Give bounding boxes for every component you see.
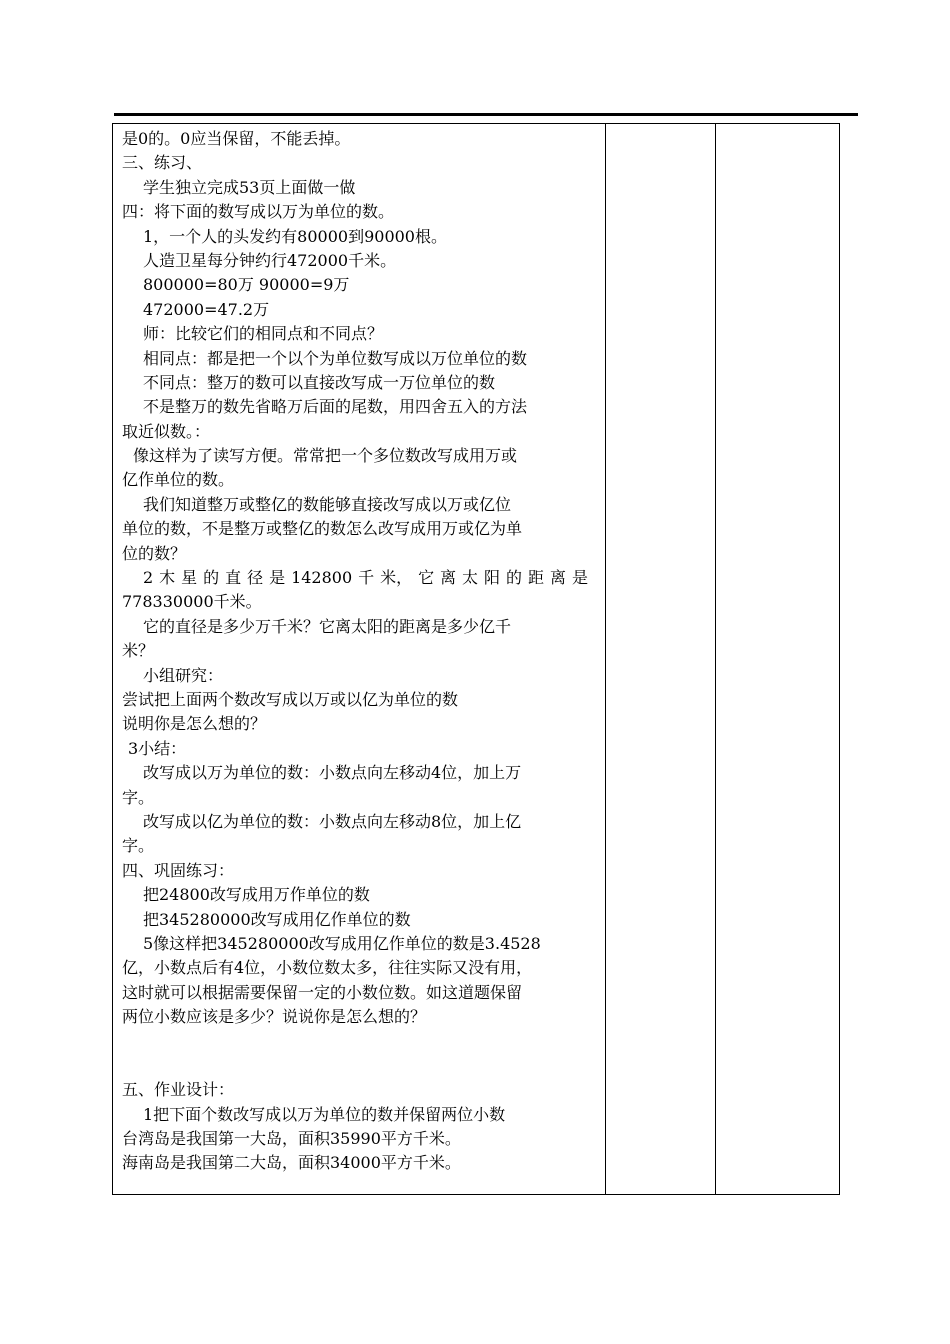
text-line: 这时就可以根据需要保留一定的小数位数。如这道题保留 xyxy=(122,982,523,1002)
text-fragment: 2 xyxy=(143,568,154,588)
text-line: 字。 xyxy=(122,787,155,807)
lesson-content-cell xyxy=(113,124,606,1195)
text-fragment: 离 xyxy=(549,568,566,588)
text-line: 台湾岛是我国第一大岛，面积35990平方千米。 xyxy=(122,1129,461,1149)
text-line: 800000=80万 90000=9万 xyxy=(143,275,350,295)
text-line: 单位的数，不是整万或整亿的数怎么改写成用万或亿为单 xyxy=(122,519,523,539)
text-line: 3小结： xyxy=(128,738,187,758)
section-heading: 四、巩固练习： xyxy=(122,860,235,880)
text-line: 师：比较它们的相同点和不同点？ xyxy=(143,324,384,344)
section-heading: 五、作业设计： xyxy=(122,1080,235,1100)
text-line: 改写成以亿为单位的数：小数点向左移动8位，加上亿 xyxy=(143,811,522,831)
text-line: 说明你是怎么想的？ xyxy=(122,714,267,734)
text-line: 两位小数应该是多少？说说你是怎么想的？ xyxy=(122,1007,427,1027)
text-line: 亿作单位的数。 xyxy=(122,470,235,490)
text-fragment: 的 xyxy=(506,568,523,588)
text-fragment: 距 xyxy=(528,568,545,588)
text-line: 学生独立完成53页上面做一做 xyxy=(143,177,356,197)
text-line: 不同点：整万的数可以直接改写成一万位单位的数 xyxy=(143,372,496,392)
text-line: 我们知道整万或整亿的数能够直接改写成以万或亿位 xyxy=(143,494,512,514)
text-line: 是0的。0应当保留，不能丢掉。 xyxy=(122,129,351,148)
header-rule xyxy=(114,113,858,116)
text-line: 像这样为了读写方便。常常把一个多位数改写成用万或 xyxy=(133,446,518,466)
text-fragment: 的 xyxy=(203,568,220,588)
text-line: 1，一个人的头发约有80000到90000根。 xyxy=(143,226,447,246)
text-line: 尝试把上面两个数改写成以万或以亿为单位的数 xyxy=(122,689,459,709)
text-line: 相同点：都是把一个以个为单位数写成以万位单位的数 xyxy=(143,348,528,368)
text-line: 米？ xyxy=(122,641,155,661)
empty-column-cell xyxy=(716,124,840,1195)
text-fragment: 米， xyxy=(380,568,413,588)
lesson-content xyxy=(113,124,605,1176)
text-line: 778330000千米。 xyxy=(122,592,262,612)
text-line: 5像这样把345280000改写成用亿作单位的数是3.4528 xyxy=(143,933,541,953)
text-line: 取近似数。： xyxy=(122,421,211,441)
text-fragment: 离 xyxy=(440,568,457,588)
text-fragment: 太 xyxy=(462,568,479,588)
text-line: 位的数？ xyxy=(122,543,187,563)
empty-column-cell xyxy=(606,124,716,1195)
text-fragment: 是 xyxy=(269,568,286,588)
text-line: 它的直径是多少万千米？它离太阳的距离是多少亿千 xyxy=(143,616,512,636)
lesson-plan-table xyxy=(112,123,840,1195)
text-line: 把345280000改写成用亿作单位的数 xyxy=(143,909,411,929)
text-fragment: 142800 xyxy=(291,568,353,588)
justified-text-line xyxy=(122,566,588,590)
text-line: 472000=47.2万 xyxy=(143,299,270,319)
text-line: 海南岛是我国第二大岛，面积34000平方千米。 xyxy=(122,1153,461,1173)
section-heading: 三、练习、 xyxy=(122,153,203,173)
text-fragment: 它 xyxy=(418,568,435,588)
blank-space xyxy=(122,1029,599,1078)
text-line: 小组研究： xyxy=(143,665,224,685)
text-fragment: 千 xyxy=(358,568,375,588)
text-line: 字。 xyxy=(122,836,155,856)
text-line: 亿，小数点后有4位，小数位数太多，往往实际又没有用， xyxy=(122,958,533,978)
text-fragment: 是 xyxy=(571,568,588,588)
text-fragment: 星 xyxy=(181,568,198,588)
text-fragment: 径 xyxy=(247,568,264,588)
text-fragment: 直 xyxy=(225,568,242,588)
text-fragment: 阳 xyxy=(484,568,501,588)
section-heading: 四：将下面的数写成以万为单位的数。 xyxy=(122,202,395,222)
text-line: 不是整万的数先省略万后面的尾数，用四舍五入的方法 xyxy=(143,397,528,417)
text-line: 人造卫星每分钟约行472000千米。 xyxy=(143,250,397,270)
text-fragment: 木 xyxy=(159,568,176,588)
text-line: 改写成以万为单位的数：小数点向左移动4位，加上万 xyxy=(143,763,522,783)
text-line: 把24800改写成用万作单位的数 xyxy=(143,885,370,905)
text-line: 1把下面个数改写成以万为单位的数并保留两位小数 xyxy=(143,1104,506,1124)
